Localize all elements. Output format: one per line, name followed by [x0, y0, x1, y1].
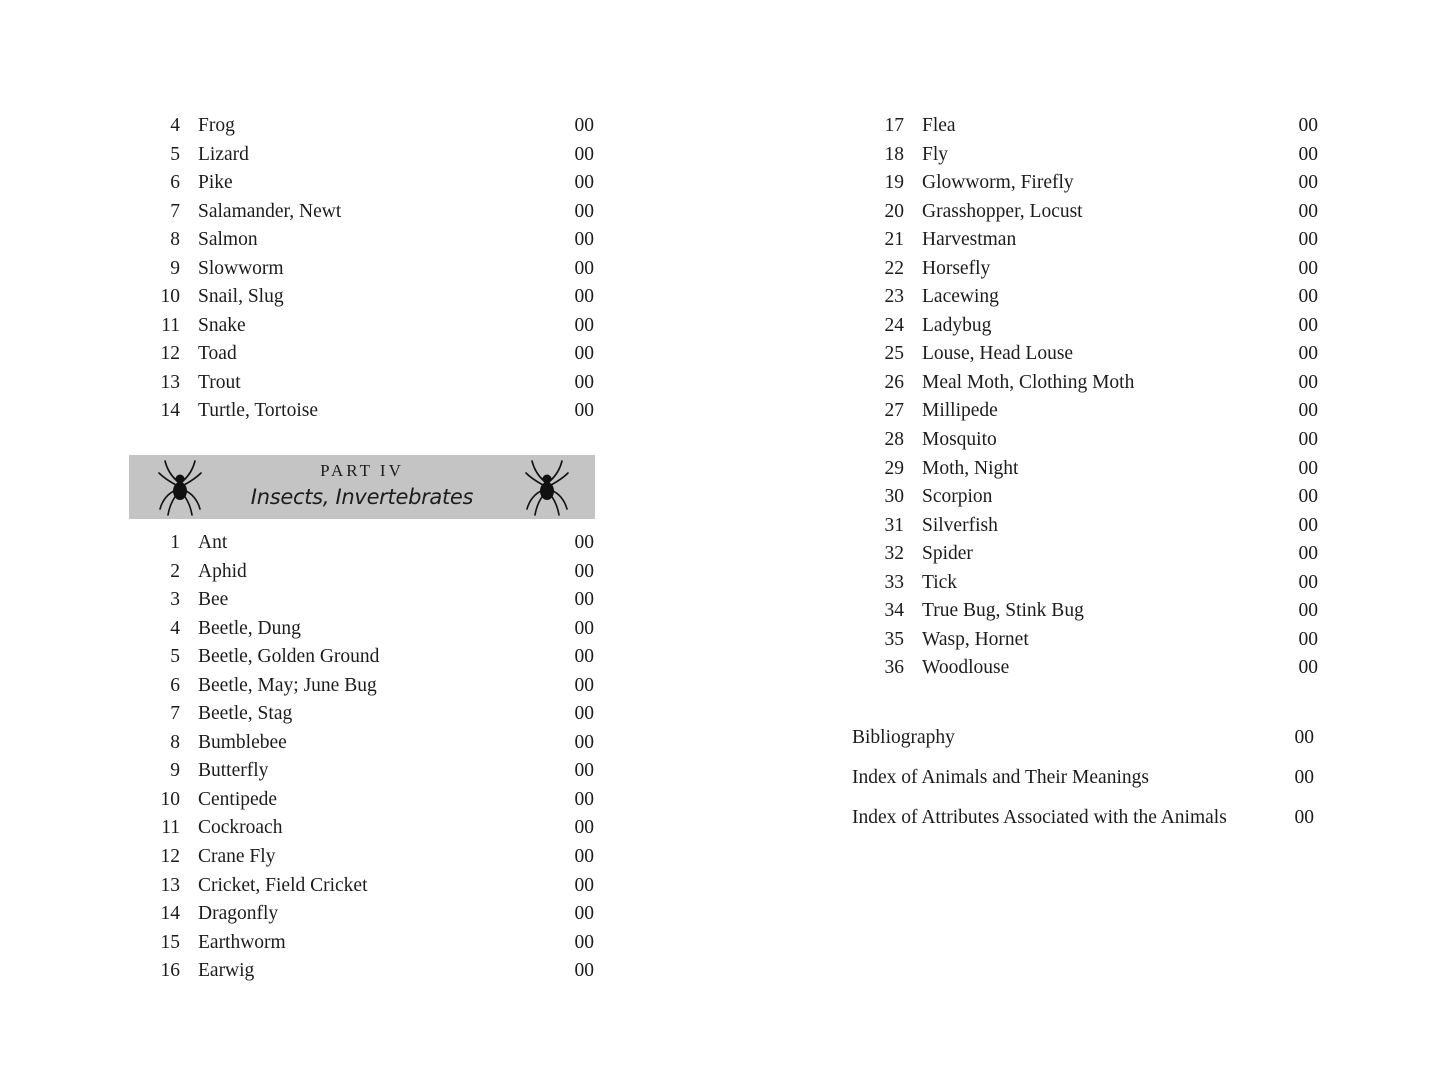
entry-page: 00	[574, 760, 594, 782]
entry-number: 21	[884, 229, 904, 251]
toc-entry	[128, 814, 596, 843]
back-matter	[852, 720, 1320, 840]
toc-entry	[128, 929, 596, 958]
entry-page: 00	[574, 143, 594, 165]
toc-entry	[128, 643, 596, 672]
entry-title: Millipede	[922, 400, 998, 422]
entry-number: 11	[161, 817, 180, 839]
entry-title: True Bug, Stink Bug	[922, 600, 1084, 622]
entry-title: Meal Moth, Clothing Moth	[922, 371, 1135, 393]
toc-list	[852, 112, 1320, 683]
entry-number: 5	[170, 143, 180, 165]
toc-entry	[128, 397, 596, 426]
entry-number: 4	[170, 115, 180, 136]
entry-page: 00	[574, 286, 594, 308]
back-matter-page: 00	[1294, 767, 1314, 788]
entry-number: 6	[170, 674, 180, 696]
toc-entry	[852, 397, 1320, 426]
toc-entry	[128, 283, 596, 312]
entry-title: Snail, Slug	[198, 286, 284, 308]
entry-number: 19	[884, 172, 904, 194]
toc-entry	[128, 369, 596, 398]
entry-number: 36	[884, 657, 904, 679]
entry-title: Salmon	[198, 229, 258, 251]
entry-number: 25	[884, 343, 904, 365]
entry-page: 00	[1298, 257, 1318, 279]
entry-number: 4	[170, 617, 180, 639]
entry-page: 00	[1298, 600, 1318, 622]
toc-entry	[852, 455, 1320, 484]
entry-number: 10	[160, 286, 180, 308]
toc-entry	[128, 729, 596, 758]
entry-number: 20	[884, 200, 904, 222]
toc-list	[128, 529, 596, 986]
entry-page: 00	[574, 400, 594, 422]
entry-page: 00	[574, 931, 594, 953]
entry-page: 00	[574, 229, 594, 251]
entry-number: 31	[884, 514, 904, 536]
entry-number: 30	[884, 486, 904, 508]
entry-title: Salamander, Newt	[198, 200, 342, 222]
entry-page: 00	[1298, 571, 1318, 593]
entry-number: 27	[884, 400, 904, 422]
entry-page: 00	[1298, 143, 1318, 165]
entry-title: Earthworm	[198, 931, 286, 953]
entry-title: Cricket, Field Cricket	[198, 874, 368, 896]
entry-page: 00	[1298, 457, 1318, 479]
entry-page: 00	[574, 257, 594, 279]
entry-title: Moth, Night	[922, 457, 1019, 479]
entry-page: 00	[574, 674, 594, 696]
entry-number: 9	[170, 760, 180, 782]
entry-page: 00	[574, 874, 594, 896]
part-banner	[129, 455, 595, 519]
entry-title: Frog	[198, 115, 235, 136]
entry-title: Beetle, Golden Ground	[198, 646, 380, 668]
toc-entry	[852, 426, 1320, 455]
entry-title: Wasp, Hornet	[922, 628, 1029, 650]
toc-entry	[128, 529, 596, 558]
entry-title: Beetle, Stag	[198, 703, 293, 725]
back-matter-page: 00	[1294, 727, 1314, 748]
toc-entry	[128, 558, 596, 587]
back-matter-title: Index of Animals and Their Meanings	[852, 767, 1149, 788]
entry-number: 15	[160, 931, 180, 953]
entry-number: 17	[884, 115, 904, 136]
toc-entry	[128, 615, 596, 644]
entry-number: 23	[884, 286, 904, 308]
entry-title: Dragonfly	[198, 903, 279, 925]
entry-number: 8	[170, 229, 180, 251]
entry-title: Crane Fly	[198, 846, 276, 868]
entry-title: Pike	[198, 172, 233, 194]
toc-entry	[852, 141, 1320, 170]
toc-entry	[128, 900, 596, 929]
entry-page: 00	[574, 817, 594, 839]
toc-entry	[128, 340, 596, 369]
part-entries-column	[128, 529, 596, 986]
entry-title: Fly	[922, 143, 949, 165]
entry-page: 00	[574, 560, 594, 582]
toc-entry	[128, 141, 596, 170]
entry-page: 00	[1298, 115, 1318, 136]
entry-number: 1	[170, 532, 180, 553]
entry-number: 8	[170, 731, 180, 753]
toc-entry	[128, 226, 596, 255]
entry-page: 00	[574, 960, 594, 982]
entry-number: 12	[160, 846, 180, 868]
entry-page: 00	[574, 200, 594, 222]
entry-number: 5	[170, 646, 180, 668]
entry-number: 6	[170, 172, 180, 194]
toc-entry	[128, 672, 596, 701]
toc-list	[128, 112, 596, 426]
entry-title: Silverfish	[922, 514, 998, 536]
entry-number: 13	[160, 874, 180, 896]
entry-page: 00	[574, 788, 594, 810]
entry-title: Turtle, Tortoise	[198, 400, 318, 422]
back-matter-entry	[852, 800, 1320, 840]
entry-number: 10	[160, 788, 180, 810]
toc-entry	[852, 654, 1320, 683]
entry-title: Bee	[198, 589, 229, 611]
toc-entry	[852, 226, 1320, 255]
entry-title: Woodlouse	[922, 657, 1010, 679]
entry-title: Cockroach	[198, 817, 283, 839]
entry-title: Snake	[198, 314, 246, 336]
entry-number: 9	[170, 257, 180, 279]
entry-page: 00	[1298, 657, 1318, 679]
toc-entry	[128, 586, 596, 615]
toc-entry	[128, 957, 596, 986]
entry-page: 00	[1298, 514, 1318, 536]
entry-number: 11	[161, 314, 180, 336]
entry-title: Tick	[922, 571, 958, 593]
back-matter-page: 00	[1294, 807, 1314, 828]
entry-page: 00	[1298, 628, 1318, 650]
toc-entry	[852, 312, 1320, 341]
entry-title: Scorpion	[922, 486, 993, 508]
entry-title: Toad	[198, 343, 237, 365]
entry-page: 00	[574, 589, 594, 611]
toc-entry	[852, 540, 1320, 569]
back-matter-list	[852, 720, 1320, 840]
entry-title: Lizard	[198, 143, 249, 165]
toc-entry	[852, 569, 1320, 598]
toc-entry	[128, 700, 596, 729]
toc-entry	[128, 843, 596, 872]
toc-entry	[128, 757, 596, 786]
entry-number: 3	[170, 589, 180, 611]
entry-number: 34	[884, 600, 904, 622]
entry-title: Glowworm, Firefly	[922, 172, 1074, 194]
entry-title: Mosquito	[922, 429, 997, 451]
entry-page: 00	[1298, 314, 1318, 336]
entry-page: 00	[574, 343, 594, 365]
toc-entry	[128, 872, 596, 901]
part-title: Insects, Invertebrates	[250, 485, 474, 509]
toc-entry	[852, 597, 1320, 626]
entry-page: 00	[1298, 200, 1318, 222]
entry-page: 00	[1298, 400, 1318, 422]
toc-entry	[128, 255, 596, 284]
entry-title: Ant	[198, 532, 228, 553]
entry-number: 7	[170, 703, 180, 725]
entry-number: 12	[160, 343, 180, 365]
entry-number: 29	[884, 457, 904, 479]
entry-page: 00	[574, 646, 594, 668]
entry-title: Butterfly	[198, 760, 269, 782]
toc-entry	[852, 340, 1320, 369]
entry-number: 33	[884, 571, 904, 593]
entry-title: Grasshopper, Locust	[922, 200, 1083, 222]
entry-number: 35	[884, 628, 904, 650]
entry-page: 00	[574, 903, 594, 925]
toc-entry	[852, 169, 1320, 198]
entry-number: 7	[170, 200, 180, 222]
entry-number: 28	[884, 429, 904, 451]
entry-page: 00	[574, 532, 594, 553]
toc-entry	[852, 112, 1320, 141]
entry-number: 32	[884, 543, 904, 565]
entry-number: 2	[170, 560, 180, 582]
toc-entry	[128, 198, 596, 227]
toc-entry	[852, 198, 1320, 227]
spider-icon	[523, 457, 571, 517]
entry-title: Lacewing	[922, 286, 999, 308]
toc-entry	[852, 626, 1320, 655]
entry-title: Slowworm	[198, 257, 284, 279]
entry-number: 24	[884, 314, 904, 336]
entry-number: 14	[160, 903, 180, 925]
entry-title: Spider	[922, 543, 973, 565]
entry-number: 14	[160, 400, 180, 422]
entry-page: 00	[574, 115, 594, 136]
entry-page: 00	[574, 731, 594, 753]
entry-page: 00	[1298, 371, 1318, 393]
entry-page: 00	[574, 846, 594, 868]
toc-left-column	[128, 112, 596, 426]
entry-page: 00	[1298, 286, 1318, 308]
entry-page: 00	[1298, 486, 1318, 508]
entry-page: 00	[1298, 429, 1318, 451]
entry-number: 22	[884, 257, 904, 279]
back-matter-title: Bibliography	[852, 727, 955, 748]
entry-title: Earwig	[198, 960, 255, 982]
entry-title: Beetle, Dung	[198, 617, 301, 639]
toc-entry	[128, 786, 596, 815]
entry-page: 00	[1298, 343, 1318, 365]
entry-page: 00	[574, 703, 594, 725]
entry-page: 00	[1298, 229, 1318, 251]
toc-entry	[852, 255, 1320, 284]
entry-number: 26	[884, 371, 904, 393]
entry-title: Louse, Head Louse	[922, 343, 1074, 365]
back-matter-entry	[852, 720, 1320, 760]
back-matter-title: Index of Attributes Associated with the Animals	[852, 807, 1227, 828]
toc-entry	[852, 512, 1320, 541]
toc-entry	[852, 369, 1320, 398]
entry-title: Harvestman	[922, 229, 1017, 251]
back-matter-entry	[852, 760, 1320, 800]
entry-page: 00	[1298, 172, 1318, 194]
toc-entry	[128, 312, 596, 341]
entry-title: Bumblebee	[198, 731, 287, 753]
toc-entry	[852, 283, 1320, 312]
toc-entry	[852, 483, 1320, 512]
toc-right-column	[852, 112, 1320, 683]
entry-page: 00	[574, 314, 594, 336]
entry-page: 00	[574, 617, 594, 639]
entry-title: Trout	[198, 371, 241, 393]
entry-title: Horsefly	[922, 257, 991, 279]
entry-title: Beetle, May; June Bug	[198, 674, 377, 696]
entry-page: 00	[574, 371, 594, 393]
entry-page: 00	[574, 172, 594, 194]
entry-title: Flea	[922, 115, 956, 136]
entry-page: 00	[1298, 543, 1318, 565]
entry-title: Aphid	[198, 560, 247, 582]
entry-number: 18	[884, 143, 904, 165]
entry-title: Centipede	[198, 788, 278, 810]
part-label: PART IV	[320, 461, 404, 480]
entry-number: 13	[160, 371, 180, 393]
toc-entry	[128, 112, 596, 141]
entry-number: 16	[160, 960, 180, 982]
toc-entry	[128, 169, 596, 198]
entry-title: Ladybug	[922, 314, 992, 336]
